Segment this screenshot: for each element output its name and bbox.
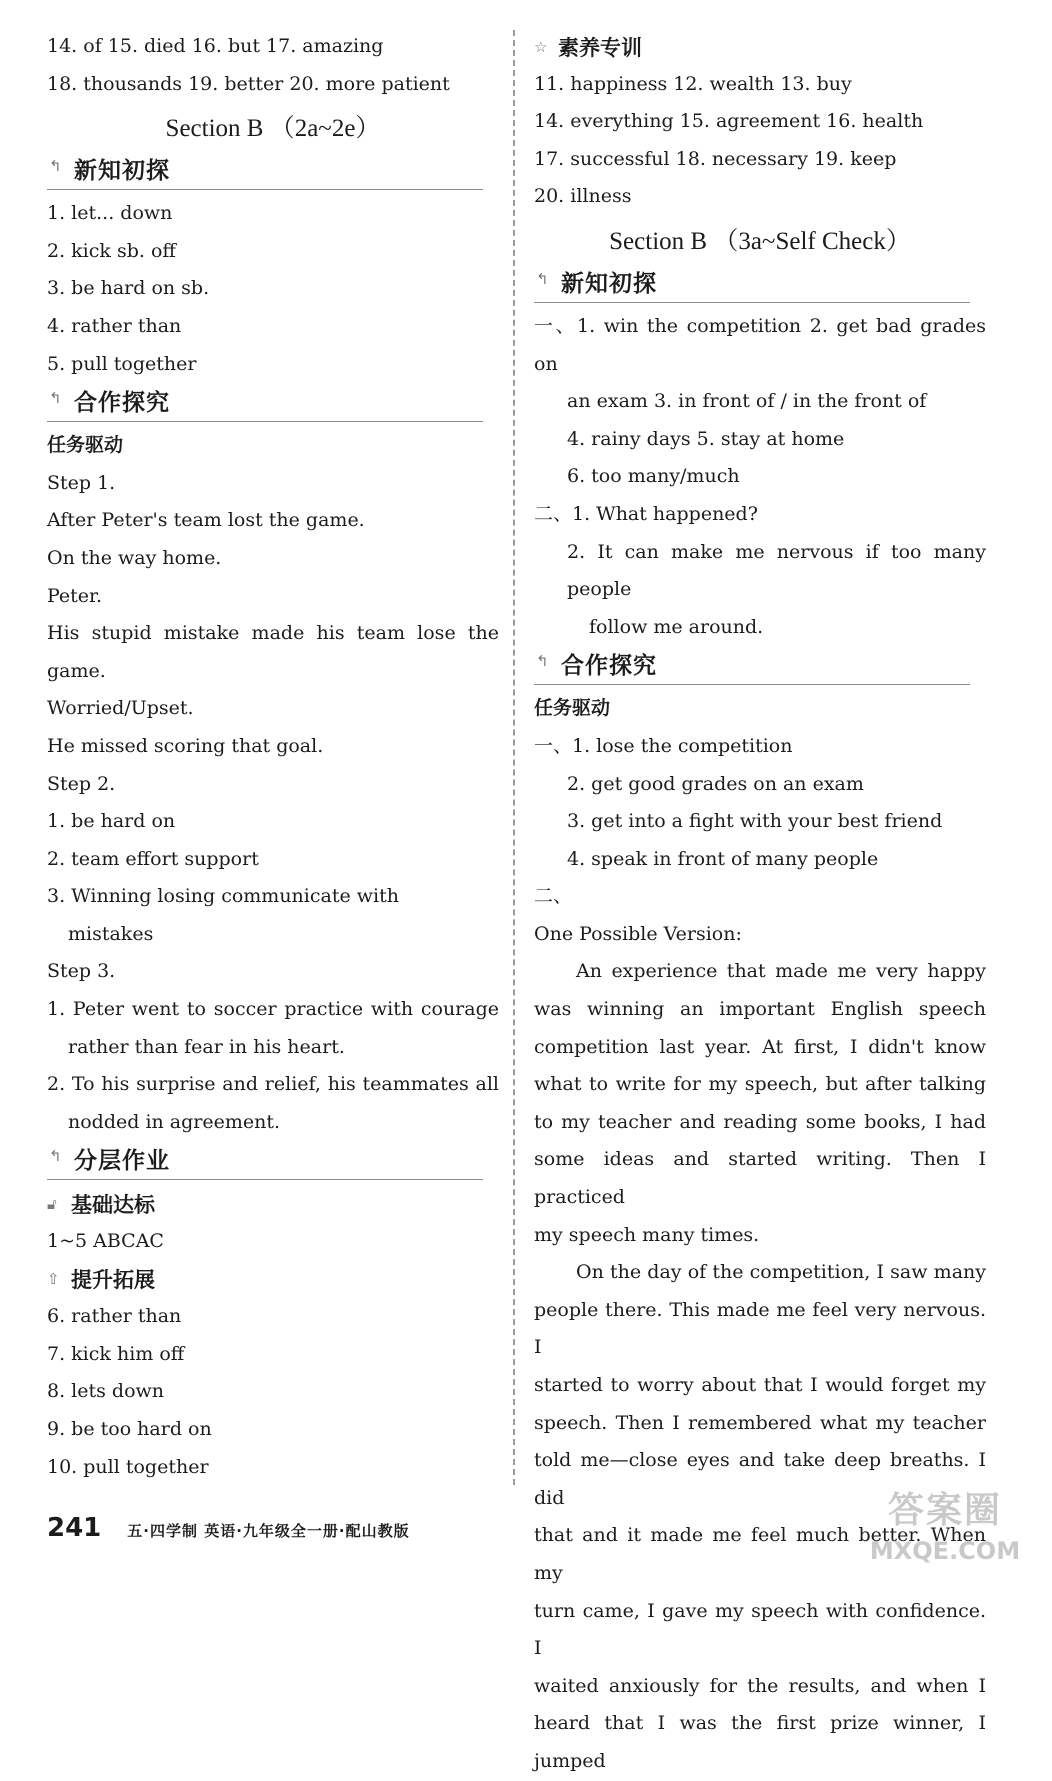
answer-line: mistakes [68, 922, 154, 945]
essay-line: told me—close eyes and take deep breaths. I did [534, 1449, 986, 1509]
answer-line: nodded in agreement. [68, 1110, 281, 1133]
answer-line: 18. thousands 19. better 20. more patient [47, 72, 450, 95]
watermark-url: MXQE.COM [869, 1537, 1021, 1565]
essay-line: An experience that made me very happy [576, 960, 986, 983]
answer-line: 2. To his surprise and relief, his teammates all [47, 1073, 499, 1096]
answer-line: 一、1. lose the competition [534, 734, 793, 757]
essay-line: speech. Then I remembered what my teacher [534, 1411, 986, 1434]
subheading-renwu: 任务驱动 [47, 434, 124, 457]
section-header-xinzhi: ↰ 新知初探 [47, 153, 483, 190]
answer-line: 10. pull together [47, 1455, 209, 1478]
answer-line: 9. be too hard on [47, 1418, 212, 1440]
answer-line: He missed scoring that goal. [47, 734, 324, 757]
answer-line: follow me around. [589, 615, 764, 638]
header-bullet-icon: ↰ [536, 269, 549, 288]
answer-line: 2. get good grades on an exam [567, 772, 864, 795]
answer-line: 4. speak in front of many people [567, 847, 879, 870]
answer-line: Worried/Upset. [47, 697, 194, 720]
left-column [47, 28, 499, 1486]
answer-line: 1. Peter went to soccer practice with courage [47, 998, 499, 1021]
answer-line: 2. kick sb. off [47, 239, 176, 262]
essay-line: competition last year. At first, I didn't know [534, 1035, 986, 1058]
answer-line: 17. successful 18. necessary 19. keep [534, 147, 897, 170]
essay-line: turn came, I gave my speech with confidence. I [534, 1599, 986, 1660]
answer-line: 14. of 15. died 16. but 17. amazing [47, 35, 384, 57]
answer-line: 3. get into a fight with your best friend [567, 810, 943, 833]
page-number: 241 [47, 1513, 102, 1543]
answer-line: 5. pull together [47, 352, 197, 375]
answer-line: 4. rather than [47, 314, 182, 337]
header-bullet-icon: ↰ [536, 652, 549, 671]
answer-line: 1. let... down [47, 202, 173, 225]
subheading-tisheng: ⇧ 提升拓展 [47, 1268, 155, 1293]
subheading-renwu: 任务驱动 [534, 697, 611, 720]
answer-line: 6. rather than [47, 1305, 182, 1328]
answer-line: His stupid mistake made his team lose the [47, 622, 499, 645]
star-icon: ☆ [534, 37, 548, 56]
column-divider [513, 30, 515, 1485]
answer-line: 二、 [534, 885, 573, 908]
answer-line: 7. kick him off [47, 1342, 185, 1365]
essay-line: to my teacher and reading some books, I had [534, 1110, 986, 1133]
watermark-logo [860, 1486, 1030, 1576]
essay-line: my speech many times. [534, 1223, 760, 1246]
essay-line: started to worry about that I would forget my [534, 1374, 986, 1396]
subheading-suyang: ☆ 素养专训 [534, 35, 642, 60]
essay-line: people there. This made me feel very nervous. I [534, 1298, 986, 1359]
header-bullet-icon: ↰ [49, 1147, 62, 1166]
answer-line: 11. happiness 12. wealth 13. buy [534, 72, 852, 95]
essay-line: some ideas and started writing. Then I practiced [534, 1148, 986, 1209]
page-footer [47, 1513, 410, 1543]
answer-line: 二、1. What happened? [534, 502, 758, 525]
step-label: Step 1. [47, 471, 116, 494]
answer-line: an exam 3. in front of / in the front of [567, 390, 927, 413]
book-title: 五·四学制 英语·九年级全一册·配山教版 [127, 1522, 410, 1540]
step-label: Step 3. [47, 960, 116, 983]
section-header-hezuo: ↰ 合作探究 [47, 385, 483, 422]
answer-line: On the way home. [47, 546, 222, 569]
essay-line: On the day of the competition, I saw many [576, 1261, 986, 1284]
essay-line: that and it made me feel much better. When my [534, 1524, 986, 1584]
section-header-xinzhi: ↰ 新知初探 [534, 266, 970, 303]
section-header-fenceng: ↰ 分层作业 [47, 1143, 483, 1180]
answer-line: 3. be hard on sb. [47, 277, 210, 300]
essay-line: was winning an important English speech [534, 998, 986, 1021]
answer-line: 20. illness [534, 185, 632, 208]
section-header-hezuo: ↰ 合作探究 [534, 648, 970, 685]
essay-line: waited anxiously for the results, and when I [534, 1674, 986, 1697]
up-arrow-icon: ⇧ [47, 1270, 60, 1289]
answer-line: 8. lets down [47, 1380, 165, 1403]
version-label: One Possible Version: [534, 922, 742, 945]
answer-line: rather than fear in his heart. [68, 1035, 345, 1058]
answer-line: 2. It can make me nervous if too many people [567, 540, 986, 601]
answer-line: 1~5 ABCAC [47, 1230, 164, 1253]
answer-line: 3. Winning losing communicate with [47, 885, 399, 908]
section-title: Section B （2a~2e） [165, 115, 381, 143]
answer-line: 2. team effort support [47, 847, 259, 870]
essay-line: what to write for my speech, but after talking [534, 1073, 986, 1096]
answer-line: 1. be hard on [47, 810, 176, 833]
step-label: Step 2. [47, 772, 116, 795]
answer-line: Peter. [47, 584, 103, 607]
answer-line: game. [47, 659, 106, 682]
subheading-jichu: 🔓︎ 基础达标 [47, 1193, 155, 1218]
answer-line: 一、1. win the competition 2. get bad grades on [534, 314, 986, 375]
essay-line: heard that I was the first prize winner, I jumped [534, 1712, 986, 1772]
answer-line: 6. too many/much [567, 465, 740, 488]
answer-line: 14. everything 15. agreement 16. health [534, 110, 924, 133]
lock-icon: 🔓︎ [47, 1195, 57, 1214]
answer-line: After Peter's team lost the game. [47, 509, 365, 532]
answer-line: 4. rainy days 5. stay at home [567, 427, 845, 450]
section-title: Section B （3a~Self Check） [609, 227, 911, 255]
header-bullet-icon: ↰ [49, 389, 62, 408]
watermark-text: 答案圈 [887, 1490, 1002, 1531]
header-bullet-icon: ↰ [49, 157, 62, 176]
